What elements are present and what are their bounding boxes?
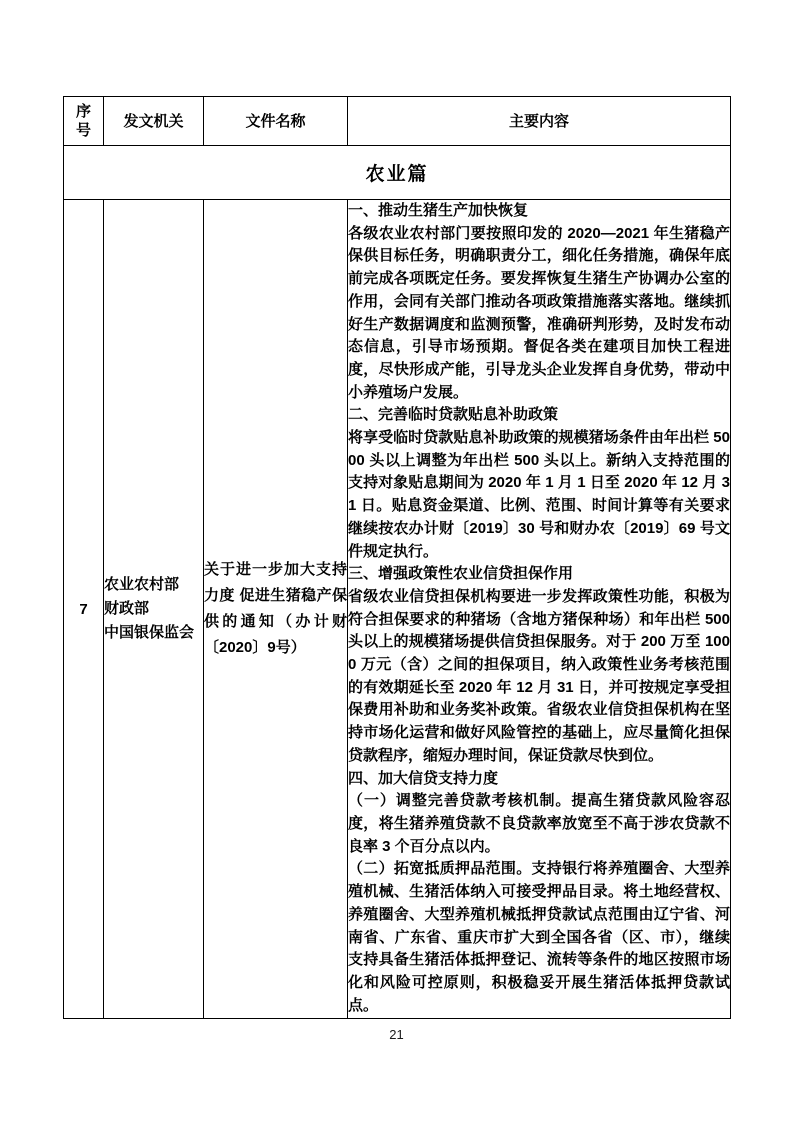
section-title-row — [64, 146, 731, 200]
content-paragraph: 三、增强政策性农业信贷担保作用 — [348, 565, 574, 583]
column-header-doc-name: 文件名称 — [204, 97, 348, 146]
content-paragraph: （二）拓宽抵质押品范围。支持银行将养殖圈舍、大型养殖机械、生猪活体纳入可接受押品目录。将土地经营权、养殖圈舍、大型养殖机械抵押贷款试点范围由辽宁省、河南省、广东省、重庆市扩大到全国各省（区、市），继续支持具备生猪活体抵押登记、流转等条件的地区按照市场化和风险可控原则，积极稳妥开展生猪活体抵押贷款试点。 — [348, 860, 730, 1013]
agency-lines — [104, 573, 203, 645]
column-header-agency: 发文机关 — [104, 97, 204, 146]
document-table — [63, 96, 731, 1019]
entry-agency-cell — [104, 200, 204, 1019]
content-paragraph: 省级农业信贷担保机构要进一步发挥政策性功能，积极为符合担保要求的种猪场（含地方猪保种场）和年出栏 500 头以上的规模猪场提供信贷担保服务。对于 200 万至 1000 万元（含）之间的担保项目，纳入政策性业务考核范围的有效期延长至 2020 年 12 月 31 日，并可按规定享受担保费用补助和业务奖补政策。省级农业信贷担保机构在坚持市场化运营和做好风险管控的基础上，应尽量简化担保贷款程序，缩短办理时间，保证贷款尽快到位。 — [348, 587, 730, 764]
column-header-seq-label: 序号 — [75, 103, 91, 139]
content-paragraph: 各级农业农村部门要按照印发的 2020—2021 年生猪稳产保供目标任务，明确职责分工，细化任务措施，确保年底前完成各项既定任务。要发挥恢复生猪生产协调办公室的作用，会同有关部门推动各项政策措施落实落地。继续抓好生产数据调度和监测预警，准确研判形势，及时发布动态信息，引导市场预期。督促各类在建项目加快工程进度，尽快形成产能，引导龙头企业发挥自身优势，带动中小养殖场户发展。 — [348, 224, 730, 401]
table-header-row — [64, 97, 731, 146]
page-number: 21 — [389, 1027, 404, 1042]
column-header-seq — [64, 97, 104, 146]
agency-line: 财政部 — [104, 600, 150, 617]
agency-line: 农业农村部 — [104, 576, 180, 593]
entry-main-content-cell — [348, 200, 731, 1019]
content-paragraph: 四、加大信贷支持力度 — [348, 769, 499, 787]
content-paragraph: （一）调整完善贷款考核机制。提高生猪贷款风险容忍度，将生猪养殖贷款不良贷款率放宽至不高于涉农贷款不良率 3 个百分点以内。 — [348, 792, 730, 855]
column-header-main-content: 主要内容 — [348, 97, 731, 146]
content-paragraph: 将享受临时贷款贴息补助政策的规模猪场条件由年出栏 5000 头以上调整为年出栏 500 头以上。新纳入支持范围的支持对象贴息期间为 2020 年 1 月 1 日至 2020 年 12 月 31 日。贴息资金渠道、比例、范围、时间计算等有关要求继续按农办计财〔2019〕30 号和财办农〔2019〕69 号文件规定执行。 — [348, 429, 730, 560]
entry-seq-cell: 7 — [64, 200, 104, 1019]
content-paragraph: 二、完善临时贷款贴息补助政策 — [348, 406, 559, 424]
content-paragraph: 一、推动生猪生产加快恢复 — [348, 202, 529, 219]
doc-name-text: 关于进一步加大支持力度 促进生猪稳产保供的通知（办计财〔2020〕9号） — [204, 561, 347, 656]
table-entry-row — [64, 200, 731, 1019]
entry-doc-name-cell — [204, 200, 348, 1019]
section-title: 农业篇 — [64, 146, 731, 200]
agency-line: 中国银保监会 — [104, 624, 195, 641]
main-content-text — [348, 200, 730, 1013]
